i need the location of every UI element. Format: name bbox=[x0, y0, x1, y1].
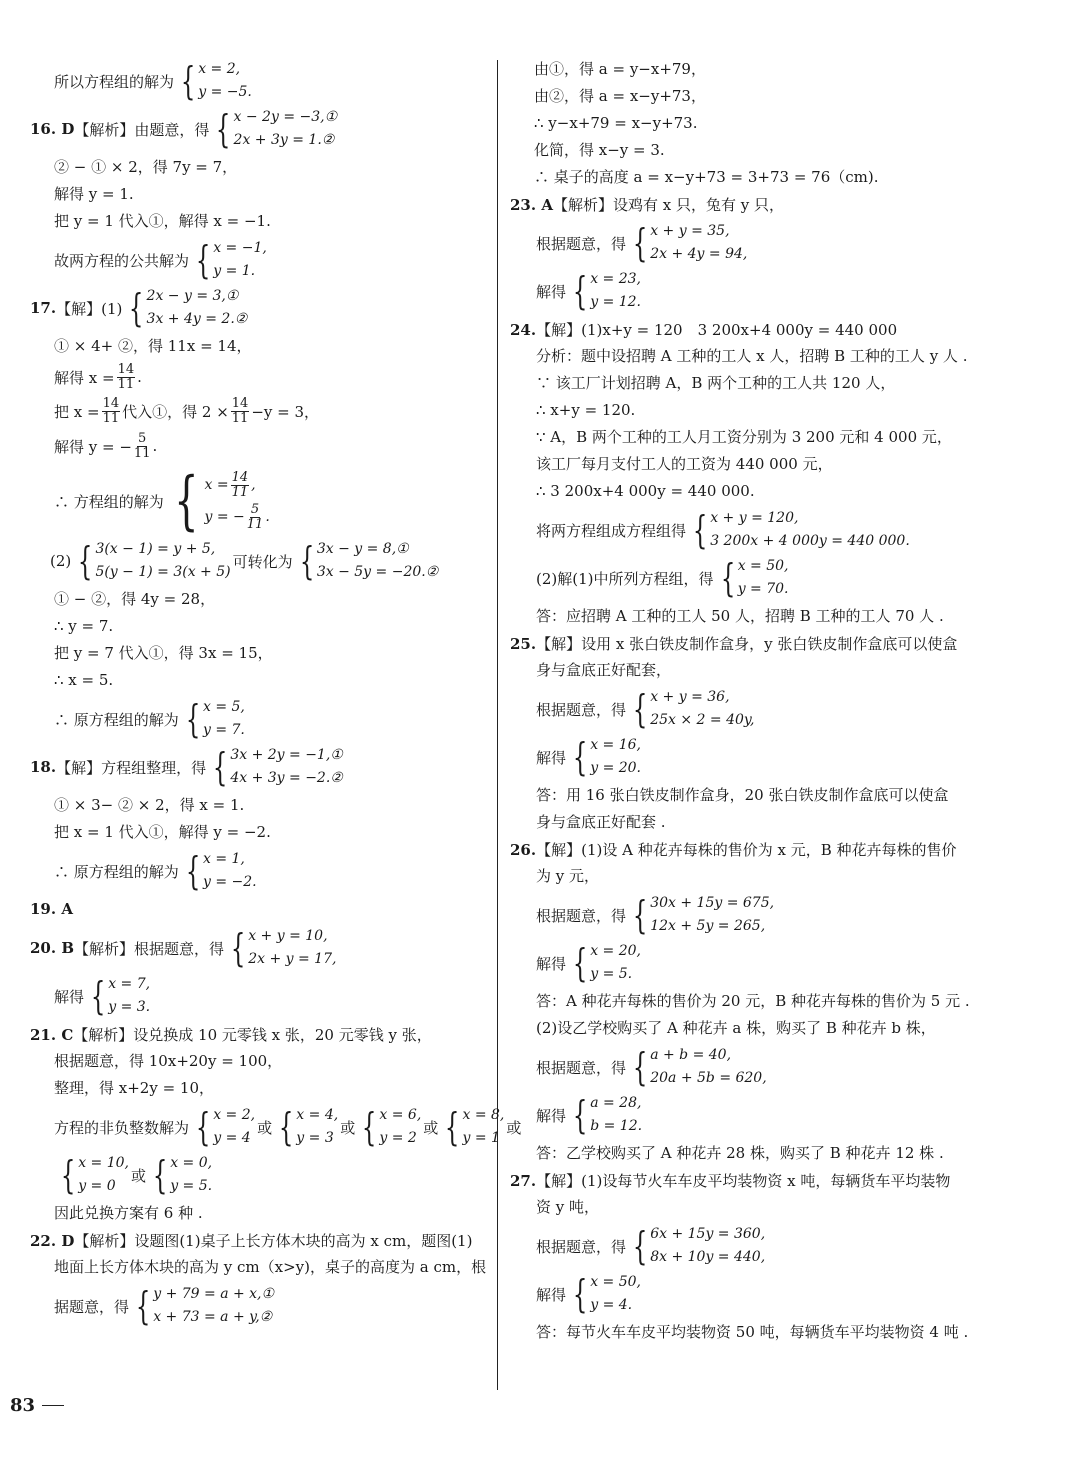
text: 【解】(1)设每节火车车皮平均装物资 x 吨，每辆货车平均装物 bbox=[536, 1172, 951, 1190]
equation-system: { a + b = 40, 20a + 5b = 620, bbox=[632, 1045, 767, 1089]
equation-system: { x = 5, y = 7. bbox=[185, 697, 245, 741]
solution-line bbox=[510, 940, 970, 986]
equation-system: { x = $\frac{14}{11}$ , y = − $\frac{5}{11}$ . bbox=[173, 464, 270, 538]
problem-number: 16. D bbox=[30, 120, 75, 138]
solution-line bbox=[510, 892, 970, 938]
text: 解得 bbox=[536, 1285, 567, 1304]
text: 【解析】根据题意，得 bbox=[74, 939, 225, 958]
problem-22 bbox=[30, 1227, 485, 1254]
problem-27 bbox=[510, 1167, 970, 1194]
text: 故两方程的公共解为 bbox=[54, 251, 190, 270]
solution-line bbox=[30, 1283, 485, 1329]
text: 根据题意，得 bbox=[536, 906, 627, 925]
equation-system: { x = 2, y = −5. bbox=[180, 59, 252, 103]
text: ∴ 原方程组的解为 bbox=[54, 710, 179, 729]
solution-line bbox=[510, 268, 970, 314]
text: 【解】(1)x+y = 120 3 200x+4 000y = 440 000 bbox=[536, 321, 898, 339]
text-line: 把 y = 1 代入①，解得 x = −1. bbox=[54, 212, 271, 230]
fraction: $\frac{5}{11}$ bbox=[133, 430, 151, 461]
problem-21 bbox=[30, 1021, 485, 1048]
fraction: $\frac{14}{11}$ bbox=[231, 395, 249, 426]
problem-17 bbox=[30, 285, 485, 331]
text-line: 化简，得 x−y = 3. bbox=[534, 141, 665, 159]
text: 【解析】设题图(1)桌子上长方体木块的高为 x cm，题图(1) bbox=[74, 1232, 473, 1250]
text-line: 解得 y = − $\frac{5}{11}$ . bbox=[54, 430, 158, 461]
text-line: 答：用 16 张白铁皮制作盒身，20 张白铁皮制作盒底可以使盒 bbox=[536, 786, 949, 804]
equation-system: { x = 6, y = 2 bbox=[362, 1105, 422, 1149]
text-line: ① × 4+ ②，得 11x = 14， bbox=[54, 337, 252, 355]
problem-number: 18. bbox=[30, 758, 57, 776]
equation-system: { x = 8, y = 1 bbox=[445, 1105, 505, 1149]
problem-number: 23. A bbox=[510, 195, 553, 214]
text: 代入①，得 2 × bbox=[122, 402, 229, 421]
page-number: 83 bbox=[10, 1395, 36, 1416]
text-line: 答：A 种花卉每株的售价为 20 元，B 种花卉每株的售价为 5 元 . bbox=[536, 992, 970, 1010]
text-line: 该工厂每月支付工人的工资为 440 000 元， bbox=[536, 455, 833, 473]
text-line: 答：应招聘 A 工种的工人 50 人，招聘 B 工种的工人 70 人 . bbox=[536, 607, 944, 625]
text-line: ∵ A，B 两个工种的工人月工资分别为 3 200 元和 4 000 元， bbox=[536, 428, 952, 446]
text: 【解】设用 x 张白铁皮制作盒身，y 张白铁皮制作盒底可以使盒 bbox=[536, 635, 958, 653]
text: 据题意，得 bbox=[54, 1297, 130, 1316]
text-line: 由②，得 a = x−y+73， bbox=[534, 87, 706, 105]
text-line: 把 x = 1 代入①，解得 y = −2. bbox=[54, 823, 271, 841]
text: 根据题意，得 bbox=[536, 700, 627, 719]
equation-system: { x = 50, y = 4. bbox=[572, 1272, 641, 1316]
text-line: ∴ 3 200x+4 000y = 440 000. bbox=[536, 482, 755, 500]
text: 【解析】设兑换成 10 元零钱 x 张，20 元零钱 y 张， bbox=[73, 1026, 432, 1044]
text: 解得 bbox=[536, 1106, 567, 1125]
text-line: 身与盒底正好配套 . bbox=[536, 813, 666, 831]
problem-number: 17. bbox=[30, 299, 57, 317]
text: (2) bbox=[50, 552, 72, 570]
text-line bbox=[30, 394, 485, 428]
equation-system: { x = 2, y = 4 bbox=[195, 1105, 256, 1149]
text: −y = 3， bbox=[251, 402, 320, 421]
column-divider bbox=[497, 60, 498, 1390]
solution-line bbox=[510, 1044, 970, 1090]
text: 根据题意，得 bbox=[536, 1058, 627, 1077]
problem-24 bbox=[510, 316, 970, 343]
text-line: 整理，得 x+2y = 10， bbox=[54, 1079, 215, 1097]
text-line: 分析：题中设招聘 A 工种的工人 x 人，招聘 B 工种的工人 y 人 . bbox=[536, 347, 968, 365]
text: (2)解(1)中所列方程组，得 bbox=[536, 569, 714, 588]
problem-20 bbox=[30, 925, 485, 971]
text: 解得 bbox=[54, 987, 85, 1006]
solution-line bbox=[30, 237, 485, 283]
problem-number: 27. bbox=[510, 1171, 537, 1190]
page-number-dash bbox=[42, 1405, 64, 1406]
text: 解得 y = − bbox=[54, 437, 132, 456]
text-line: ∴ x = 5. bbox=[54, 671, 114, 689]
text: ∴ 原方程组的解为 bbox=[54, 862, 179, 881]
solution-line bbox=[30, 696, 485, 742]
text-line: 身与盒底正好配套， bbox=[536, 661, 672, 679]
equation-system: { x = 4, y = 3 bbox=[278, 1105, 339, 1149]
problem-19: 19. A bbox=[30, 900, 73, 918]
equation-system: { 3x − y = 8,① 3x − 5y = −20.② bbox=[299, 539, 439, 583]
problem-number: 25. bbox=[510, 634, 537, 653]
equation-system: { x = 10, y = 0 bbox=[60, 1153, 129, 1197]
text-line: 资 y 吨， bbox=[536, 1198, 600, 1216]
problem-16 bbox=[30, 106, 485, 152]
problem-number: 24. bbox=[510, 320, 537, 339]
equation-system: { 6x + 15y = 360, 8x + 10y = 440, bbox=[632, 1224, 766, 1268]
text: 【解】(1)设 A 种花卉每株的售价为 x 元，B 种花卉每株的售价 bbox=[536, 841, 957, 859]
text-line: ∴ y−x+79 = x−y+73. bbox=[534, 114, 698, 132]
text: 将两方程组成方程组得 bbox=[536, 521, 687, 540]
text-line: 因此兑换方案有 6 种 . bbox=[54, 1204, 203, 1222]
problem-17-part-2 bbox=[30, 538, 485, 584]
text-line: 为 y 元， bbox=[536, 867, 600, 885]
equation-system: { x = 23, y = 12. bbox=[572, 269, 642, 313]
solution-line bbox=[510, 734, 970, 780]
equation-system: { x + y = 10, 2x + y = 17, bbox=[230, 926, 337, 970]
text-line: (2)设乙学校购买了 A 种花卉 a 株，购买了 B 种花卉 b 株， bbox=[536, 1019, 936, 1037]
equation-system: { x = 7, y = 3. bbox=[90, 974, 151, 1018]
equation-system: { x = 1, y = −2. bbox=[185, 849, 257, 893]
text-line: 解得 y = 1. bbox=[54, 185, 134, 203]
right-column bbox=[510, 56, 970, 1346]
solution-line bbox=[510, 220, 970, 266]
solution-line bbox=[510, 686, 970, 732]
equation-system: { x = 0, y = 5. bbox=[152, 1153, 213, 1197]
equation-system: { 3x + 2y = −1,① 4x + 3y = −2.② bbox=[212, 745, 343, 789]
text: 把 x = bbox=[54, 402, 100, 421]
fraction: $\frac{14}{11}$ bbox=[102, 395, 120, 426]
equation-system: { x = 50, y = 70. bbox=[720, 556, 789, 600]
text-line: 答：每节火车车皮平均装物资 50 吨，每辆货车平均装物资 4 吨 . bbox=[536, 1323, 969, 1341]
solution-line bbox=[510, 1092, 970, 1138]
text: 【解析】由题意，得 bbox=[74, 120, 210, 139]
text: 可转化为 bbox=[232, 552, 293, 571]
solution-line bbox=[510, 555, 970, 601]
text-line: ∵ 该工厂计划招聘 A，B 两个工种的工人共 120 人， bbox=[536, 374, 896, 392]
equation-system: { 2x − y = 3,① 3x + 4y = 2.② bbox=[129, 286, 248, 330]
text: 解得 x = bbox=[54, 368, 115, 387]
text-line: 地面上长方体木块的高为 y cm（x>y)，桌子的高度为 a cm，根 bbox=[54, 1258, 487, 1276]
text: 解得 bbox=[536, 954, 567, 973]
equation-system: { x − 2y = −3,① 2x + 3y = 1.② bbox=[216, 107, 338, 151]
equation-system: { x + y = 120, 3 200x + 4 000y = 440 000. bbox=[692, 508, 910, 552]
solution-line bbox=[30, 848, 485, 894]
text-line: 根据题意，得 10x+20y = 100， bbox=[54, 1052, 283, 1070]
text: 所以方程组的解为 bbox=[54, 72, 175, 91]
problem-25 bbox=[510, 630, 970, 657]
problem-18 bbox=[30, 744, 485, 790]
equation-system: { x + y = 36, 25x × 2 = 40y, bbox=[632, 687, 755, 731]
text-line: ∴ x+y = 120. bbox=[536, 401, 636, 419]
text: 解得 bbox=[536, 748, 567, 767]
solution-line: 方程的非负整数解为 { x = 2, y = 4 或 { x = 4, y = 3 或 { x = 6, y = 2 或 { x = 8, y = 1 或 bbox=[54, 1105, 522, 1149]
problem-number: 22. D bbox=[30, 1231, 75, 1250]
text-line: 答：乙学校购买了 A 种花卉 28 株，购买了 B 种花卉 12 株 . bbox=[536, 1144, 944, 1162]
equation-system: { x = 16, y = 20. bbox=[572, 735, 642, 779]
solution-line bbox=[30, 466, 485, 536]
problem-23 bbox=[510, 191, 970, 218]
text: 方程的非负整数解为 bbox=[54, 1118, 190, 1137]
text: 解得 bbox=[536, 282, 567, 301]
equation-system: { x + y = 35, 2x + 4y = 94, bbox=[632, 221, 748, 265]
text: 根据题意，得 bbox=[536, 1237, 627, 1256]
solution-line bbox=[510, 1223, 970, 1269]
text: ∴ 方程组的解为 bbox=[54, 492, 164, 511]
equation-system: { y + 79 = a + x,① x + 73 = a + y,② bbox=[135, 1284, 275, 1328]
solution-line: { x = 10, y = 0 或 { x = 0, y = 5. bbox=[30, 1152, 485, 1198]
problem-26 bbox=[510, 836, 970, 863]
left-column bbox=[30, 56, 522, 1331]
solution-line bbox=[510, 507, 970, 553]
equation-system: { a = 28, b = 12. bbox=[572, 1093, 643, 1137]
solution-line bbox=[510, 1271, 970, 1317]
text: 根据题意，得 bbox=[536, 234, 627, 253]
problem-number: 20. B bbox=[30, 939, 74, 957]
text: 【解】(1) bbox=[56, 299, 123, 318]
solution-line bbox=[30, 58, 485, 104]
equation-system: { x = −1, y = 1. bbox=[195, 238, 267, 282]
equation-system: { 30x + 15y = 675, 12x + 5y = 265, bbox=[632, 893, 775, 937]
text: 【解析】设鸡有 x 只，兔有 y 只， bbox=[552, 196, 784, 214]
fraction: $\frac{14}{11}$ bbox=[117, 361, 135, 392]
text-line: ② − ① × 2，得 7y = 7， bbox=[54, 158, 238, 176]
text-line: ① − ②，得 4y = 28， bbox=[54, 590, 216, 608]
problem-number: 21. C bbox=[30, 1025, 74, 1044]
text-line: 把 y = 7 代入①，得 3x = 15， bbox=[54, 644, 273, 662]
text-line: ① × 3− ② × 2，得 x = 1. bbox=[54, 796, 245, 814]
text: 【解】方程组整理，得 bbox=[56, 758, 207, 777]
text-line: ∴ y = 7. bbox=[54, 617, 114, 635]
text-line: 由①，得 a = y−x+79， bbox=[534, 60, 706, 78]
text-line: 解得 x = $\frac{14}{11}$ . bbox=[54, 361, 142, 392]
solution-line bbox=[30, 973, 485, 1019]
equation-system: { x = 20, y = 5. bbox=[572, 941, 641, 985]
text-line: ∴ 桌子的高度 a = x−y+73 = 3+73 = 76（cm). bbox=[534, 168, 879, 186]
equation-system: { 3(x − 1) = y + 5, 5(y − 1) = 3(x + 5) bbox=[78, 539, 231, 583]
problem-number: 26. bbox=[510, 840, 537, 859]
